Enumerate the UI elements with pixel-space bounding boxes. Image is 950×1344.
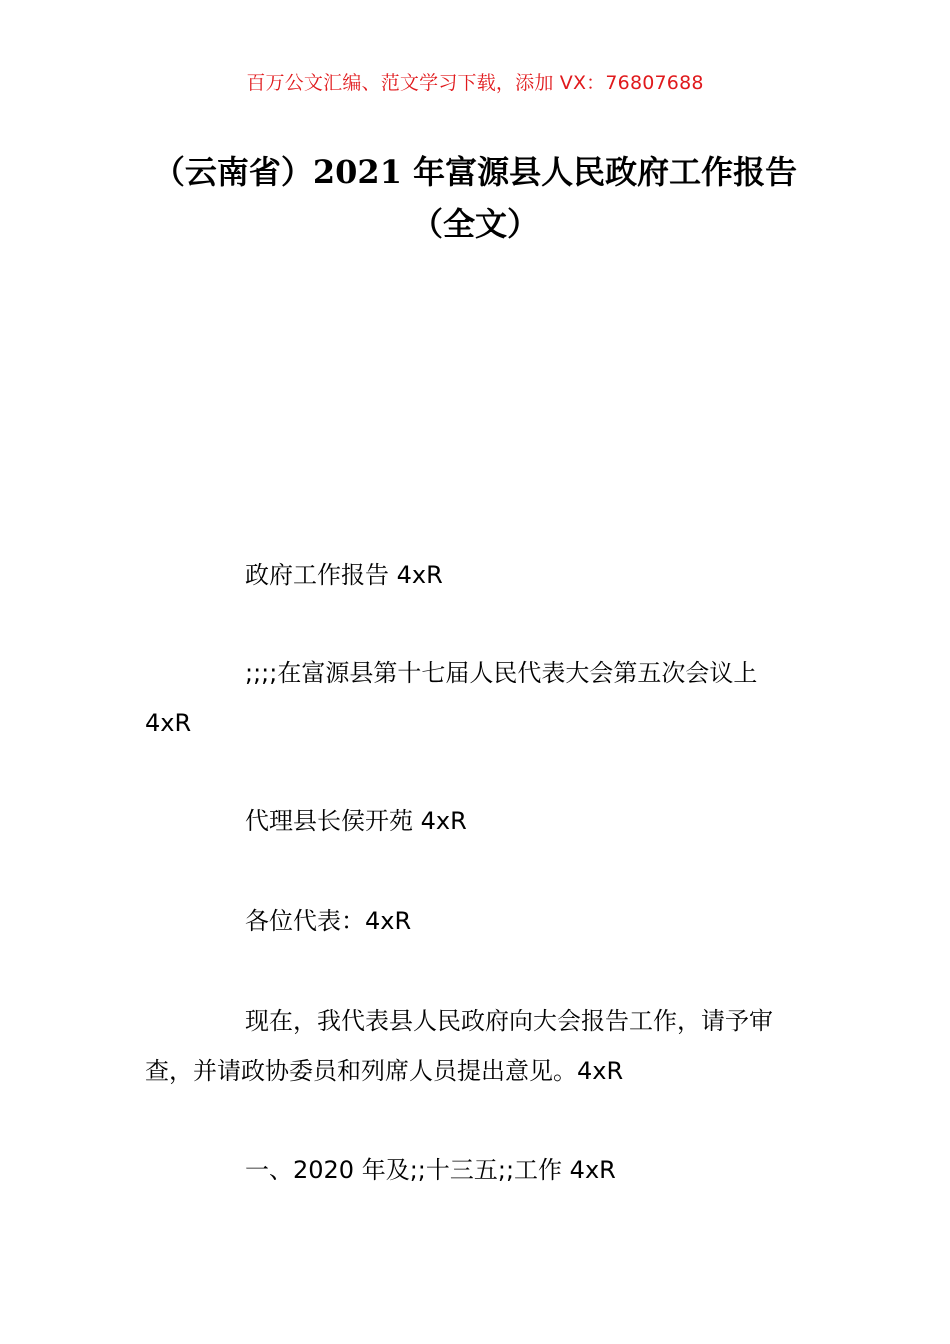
paragraph-report-label: 政府工作报告 4xR (245, 561, 443, 589)
paragraph-opening: 现在，我代表县人民政府向大会报告工作，请予审查，并请政协委员和列席人员提出意见。4xR (145, 1007, 773, 1085)
header-note: 百万公文汇编、范文学习下载，添加 VX：76807688 (246, 72, 704, 94)
paragraph-salutation: 各位代表：4xR (245, 907, 412, 935)
document-title: （云南省）2021 年富源县人民政府工作报告（全文） (152, 153, 798, 243)
paragraph-speaker: 代理县长侯开苑 4xR (245, 807, 467, 835)
section-heading-1: 一、2020 年及;;十三五;;工作 4xR (245, 1156, 616, 1184)
paragraph-meeting-info: ;;;;在富源县第十七届人民代表大会第五次会议上 4xR (145, 659, 758, 737)
